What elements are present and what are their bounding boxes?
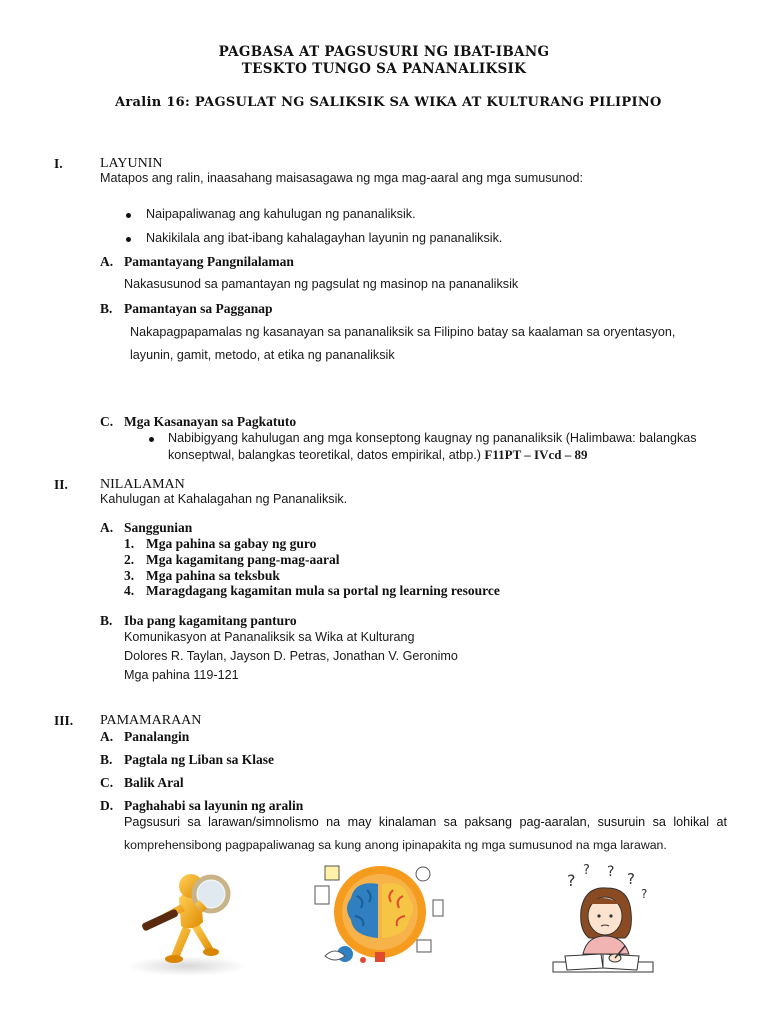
- svg-text:?: ?: [627, 870, 635, 888]
- objective-item: Naipapaliwanag ang kahulugan ng pananaliksik.: [146, 207, 416, 221]
- svg-text:?: ?: [607, 864, 615, 880]
- procedure-item: Panalangin: [124, 729, 190, 744]
- subsection-letter: B.: [100, 301, 113, 316]
- section3-heading: PAMAMARAAN: [100, 713, 202, 728]
- procedure-letter: B.: [100, 752, 113, 767]
- performance-standard-text: layunin, gamit, metodo, at etika ng pananaliksik: [130, 348, 395, 362]
- subsection-letter: A.: [100, 254, 114, 269]
- procedure-d-text: komprehensibong pagpapaliwanag sa kung anong ipinapakita ng mga sumusunod na mga larawan.: [124, 838, 667, 852]
- objective-item: Nakikilala ang ibat-ibang kahalagayhan layunin ng pananaliksik.: [146, 231, 503, 245]
- competency-text: Nabibigyang kahulugan ang mga konseptong kaugnay ng pananaliksik (Halimbawa: balangkas: [168, 431, 697, 445]
- document-title-line1: PAGBASA AT PAGSUSURI NG IBAT-IBANG: [218, 44, 550, 60]
- material-line: Dolores R. Taylan, Jayson D. Petras, Jonathan V. Geronimo: [124, 649, 458, 663]
- section3-numeral: III.: [54, 713, 74, 728]
- section1-heading: LAYUNIN: [100, 156, 163, 171]
- subsection-title-performance-standard: Pamantayan sa Pagganap: [124, 301, 273, 316]
- reference-number: 2.: [124, 552, 135, 567]
- subsection-letter: B.: [100, 613, 113, 628]
- procedure-letter: A.: [100, 729, 114, 744]
- reference-item: Maragdagang kagamitan mula sa portal ng learning resource: [146, 583, 500, 598]
- procedure-item: Balik Aral: [124, 775, 184, 790]
- procedure-d-text: Pagsusuri sa larawan/simnolismo na may kinalaman sa paksang pag-aaralan, susuruin sa lohikal at: [124, 815, 727, 829]
- confused-student-illustration: [545, 858, 663, 976]
- brain-concept-illustration: [305, 860, 455, 972]
- section1-numeral: I.: [54, 156, 63, 171]
- competency-text: [168, 447, 587, 463]
- subsection-letter: C.: [100, 414, 114, 429]
- bullet-icon: [126, 213, 131, 218]
- reference-number: 4.: [124, 583, 135, 598]
- lesson-title: Aralin 16: PAGSULAT NG SALIKSIK SA WIKA AT KULTURANG PILIPINO: [115, 95, 662, 110]
- section1-intro: Matapos ang ralin, inaasahang maisasagawa ng mga mag-aaral ang mga sumusunod:: [100, 171, 584, 185]
- document-title-line2: TESKTO TUNGO SA PANANALIKSIK: [241, 61, 527, 77]
- procedure-letter: C.: [100, 775, 114, 790]
- subsection-letter: A.: [100, 520, 114, 535]
- procedure-letter: D.: [100, 798, 114, 813]
- section2-numeral: II.: [54, 477, 68, 492]
- bullet-icon: [149, 437, 154, 442]
- material-line: Komunikasyon at Pananaliksik sa Wika at Kulturang: [124, 630, 415, 644]
- material-line: Mga pahina 119-121: [124, 668, 239, 682]
- section2-heading: NILALAMAN: [100, 477, 185, 492]
- svg-text:?: ?: [583, 863, 590, 878]
- reference-number: 1.: [124, 536, 135, 551]
- performance-standard-text: Nakapagpapamalas ng kasanayan sa pananaliksik sa Filipino batay sa kaalaman sa oryentasyon,: [130, 325, 676, 339]
- subsection-title-content-standard: Pamantayang Pangnilalaman: [124, 254, 294, 269]
- procedure-item: Pagtala ng Liban sa Klase: [124, 752, 275, 767]
- reference-item: Mga pahina sa gabay ng guro: [146, 536, 317, 551]
- content-standard-text: Nakasusunod sa pamantayan ng pagsulat ng masinop na pananaliksik: [124, 277, 519, 291]
- subsection-title-references: Sanggunian: [124, 520, 193, 535]
- competency-text-line2: konseptwal, balangkas teoretikal, datos empirikal, atbp.): [168, 448, 481, 462]
- subsection-title-learning-competencies: Mga Kasanayan sa Pagkatuto: [124, 414, 297, 429]
- svg-text:?: ?: [641, 887, 648, 901]
- magnifier-person-illustration: [121, 864, 251, 976]
- subsection-title-other-materials: Iba pang kagamitang panturo: [124, 613, 297, 628]
- section2-intro: Kahulugan at Kahalagahan ng Pananaliksik.: [100, 492, 348, 506]
- reference-item: Mga kagamitang pang-mag-aaral: [146, 552, 340, 567]
- bullet-icon: [126, 237, 131, 242]
- reference-number: 3.: [124, 568, 135, 583]
- competency-code: F11PT – IVcd – 89: [484, 447, 588, 462]
- reference-item: Mga pahina sa teksbuk: [146, 568, 280, 583]
- svg-text:?: ?: [567, 871, 576, 890]
- procedure-item: Paghahabi sa layunin ng aralin: [124, 798, 304, 813]
